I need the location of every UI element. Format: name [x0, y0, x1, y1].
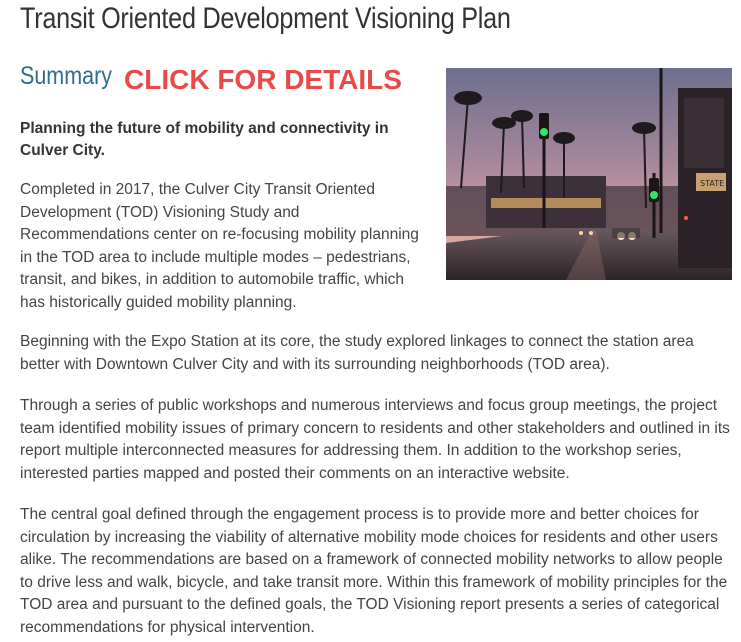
summary-paragraph-2: Beginning with the Expo Station at its core, the study explored linkages to connect the station area better with Downtown Culver City and with its surrounding neighborhoods (TOD area).	[20, 333, 694, 373]
summary-paragraph-3: Through a series of public workshops and numerous interviews and focus group meetings, the project team identified mobility issues of primary concern to residents and other stakeholders and outlined in its report multiple interconnected measures for addressing them. In addition to the workshop series, interested parties mapped and posted their comments on an interactive website.	[20, 397, 730, 482]
click-for-details-link[interactable]: CLICK FOR DETAILS	[124, 64, 402, 95]
storefront-sign: STATE	[700, 179, 725, 188]
summary-paragraph-1: Completed in 2017, the Culver City Transit Oriented Development (TOD) Visioning Study and Recommendations center on re-focusing mobility planning in the TOD area to include multiple modes – pedestrians, transit, and bikes, in addition to automobile traffic, which has historically guided mobility planning.	[20, 181, 419, 311]
page-title: Transit Oriented Development Visioning Plan	[20, 2, 511, 35]
section-heading: Summary	[20, 62, 112, 90]
summary-paragraph-4: The central goal defined through the engagement process is to provide more and better choices for circulation by increasing the viability of alternative mobility mode choices for residents and other users alike. The recommendations are based on a framework of connected mobility networks to allow people to drive less and walk, bicycle, and take transit more. Within this framework of mobility principles for the TOD area and pursuant to the defined goals, the TOD Visioning report presents a series of categorical recommendations for physical intervention.	[20, 506, 728, 636]
street-photo	[446, 68, 732, 280]
street-photo-illustration	[446, 68, 732, 280]
summary-lead: Planning the future of mobility and connectivity in Culver City.	[20, 120, 389, 159]
